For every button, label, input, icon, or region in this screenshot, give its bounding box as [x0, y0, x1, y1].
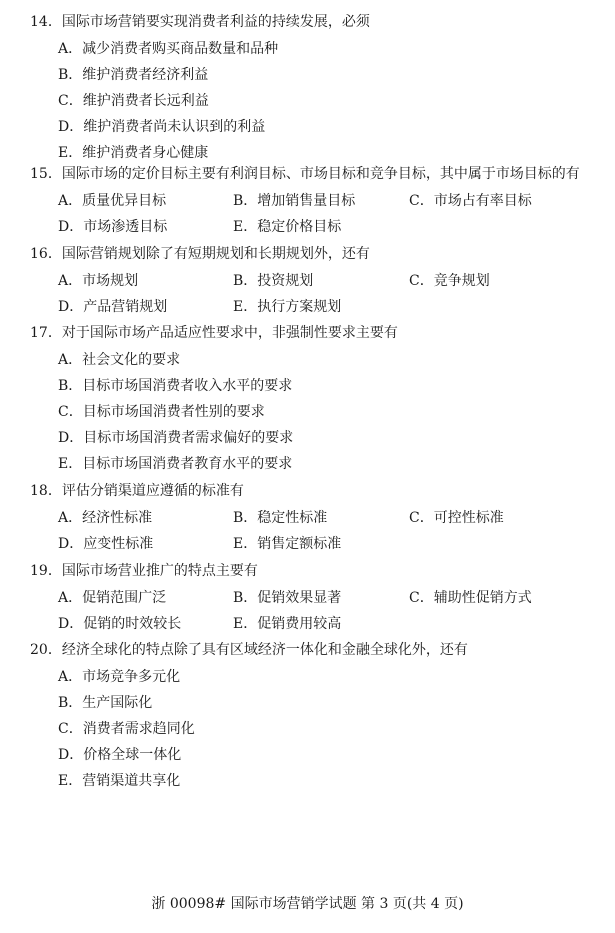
option-d: D．应变性标准	[58, 536, 154, 552]
option-b: B．目标市场国消费者收入水平的要求	[58, 378, 293, 394]
option-d: D．市场渗透目标	[58, 219, 168, 235]
option-d: D．产品营销规划	[58, 299, 168, 315]
option-c: C．消费者需求趋同化	[58, 721, 195, 737]
option-a: A．促销范围广泛	[58, 590, 167, 606]
option-c: C．辅助性促销方式	[409, 590, 532, 606]
option-e: E．促销费用较高	[233, 616, 342, 632]
option-e: E．稳定价格目标	[233, 219, 342, 235]
option-d: D．维护消费者尚未认识到的利益	[58, 119, 266, 135]
option-b: B．促销效果显著	[233, 590, 342, 606]
option-c: C．竞争规划	[409, 273, 490, 289]
question-stem: 16．国际营销规划除了有短期规划和长期规划外，还有	[30, 246, 370, 262]
page-footer: 浙 00098# 国际市场营销学试题 第 3 页(共 4 页)	[151, 896, 464, 912]
question-stem: 14．国际市场营销要实现消费者利益的持续发展，必须	[30, 14, 370, 30]
option-c: C．维护消费者长远利益	[58, 93, 209, 109]
question-stem: 19．国际市场营业推广的特点主要有	[30, 563, 258, 579]
option-b: B．生产国际化	[58, 695, 153, 711]
option-b: B．稳定性标准	[233, 510, 328, 526]
question-stem: 18．评估分销渠道应遵循的标准有	[30, 483, 244, 499]
option-b: B．投资规划	[233, 273, 314, 289]
option-b: B．增加销售量目标	[233, 193, 356, 209]
option-a: A．市场规划	[58, 273, 139, 289]
question-stem: 15．国际市场的定价目标主要有利润目标、市场目标和竞争目标，其中属于市场目标的有	[30, 166, 580, 182]
option-a: A．质量优异目标	[58, 193, 167, 209]
option-a: A．市场竞争多元化	[58, 669, 181, 685]
option-a: A．社会文化的要求	[58, 352, 181, 368]
option-b: B．维护消费者经济利益	[58, 67, 209, 83]
option-e: E．销售定额标准	[233, 536, 342, 552]
question-stem: 20．经济全球化的特点除了具有区域经济一体化和金融全球化外，还有	[30, 642, 468, 658]
option-c: C．市场占有率目标	[409, 193, 532, 209]
option-c: C．目标市场国消费者性别的要求	[58, 404, 265, 420]
option-a: A．经济性标准	[58, 510, 153, 526]
option-e: E．维护消费者身心健康	[58, 145, 209, 161]
option-c: C．可控性标准	[409, 510, 504, 526]
option-e: E．执行方案规划	[233, 299, 342, 315]
option-d: D．促销的时效较长	[58, 616, 182, 632]
question-stem: 17．对于国际市场产品适应性要求中，非强制性要求主要有	[30, 325, 398, 341]
option-d: D．价格全球一体化	[58, 747, 182, 763]
option-a: A．减少消费者购买商品数量和品种	[58, 41, 279, 57]
option-e: E．营销渠道共享化	[58, 773, 181, 789]
option-e: E．目标市场国消费者教育水平的要求	[58, 456, 293, 472]
option-d: D．目标市场国消费者需求偏好的要求	[58, 430, 294, 446]
